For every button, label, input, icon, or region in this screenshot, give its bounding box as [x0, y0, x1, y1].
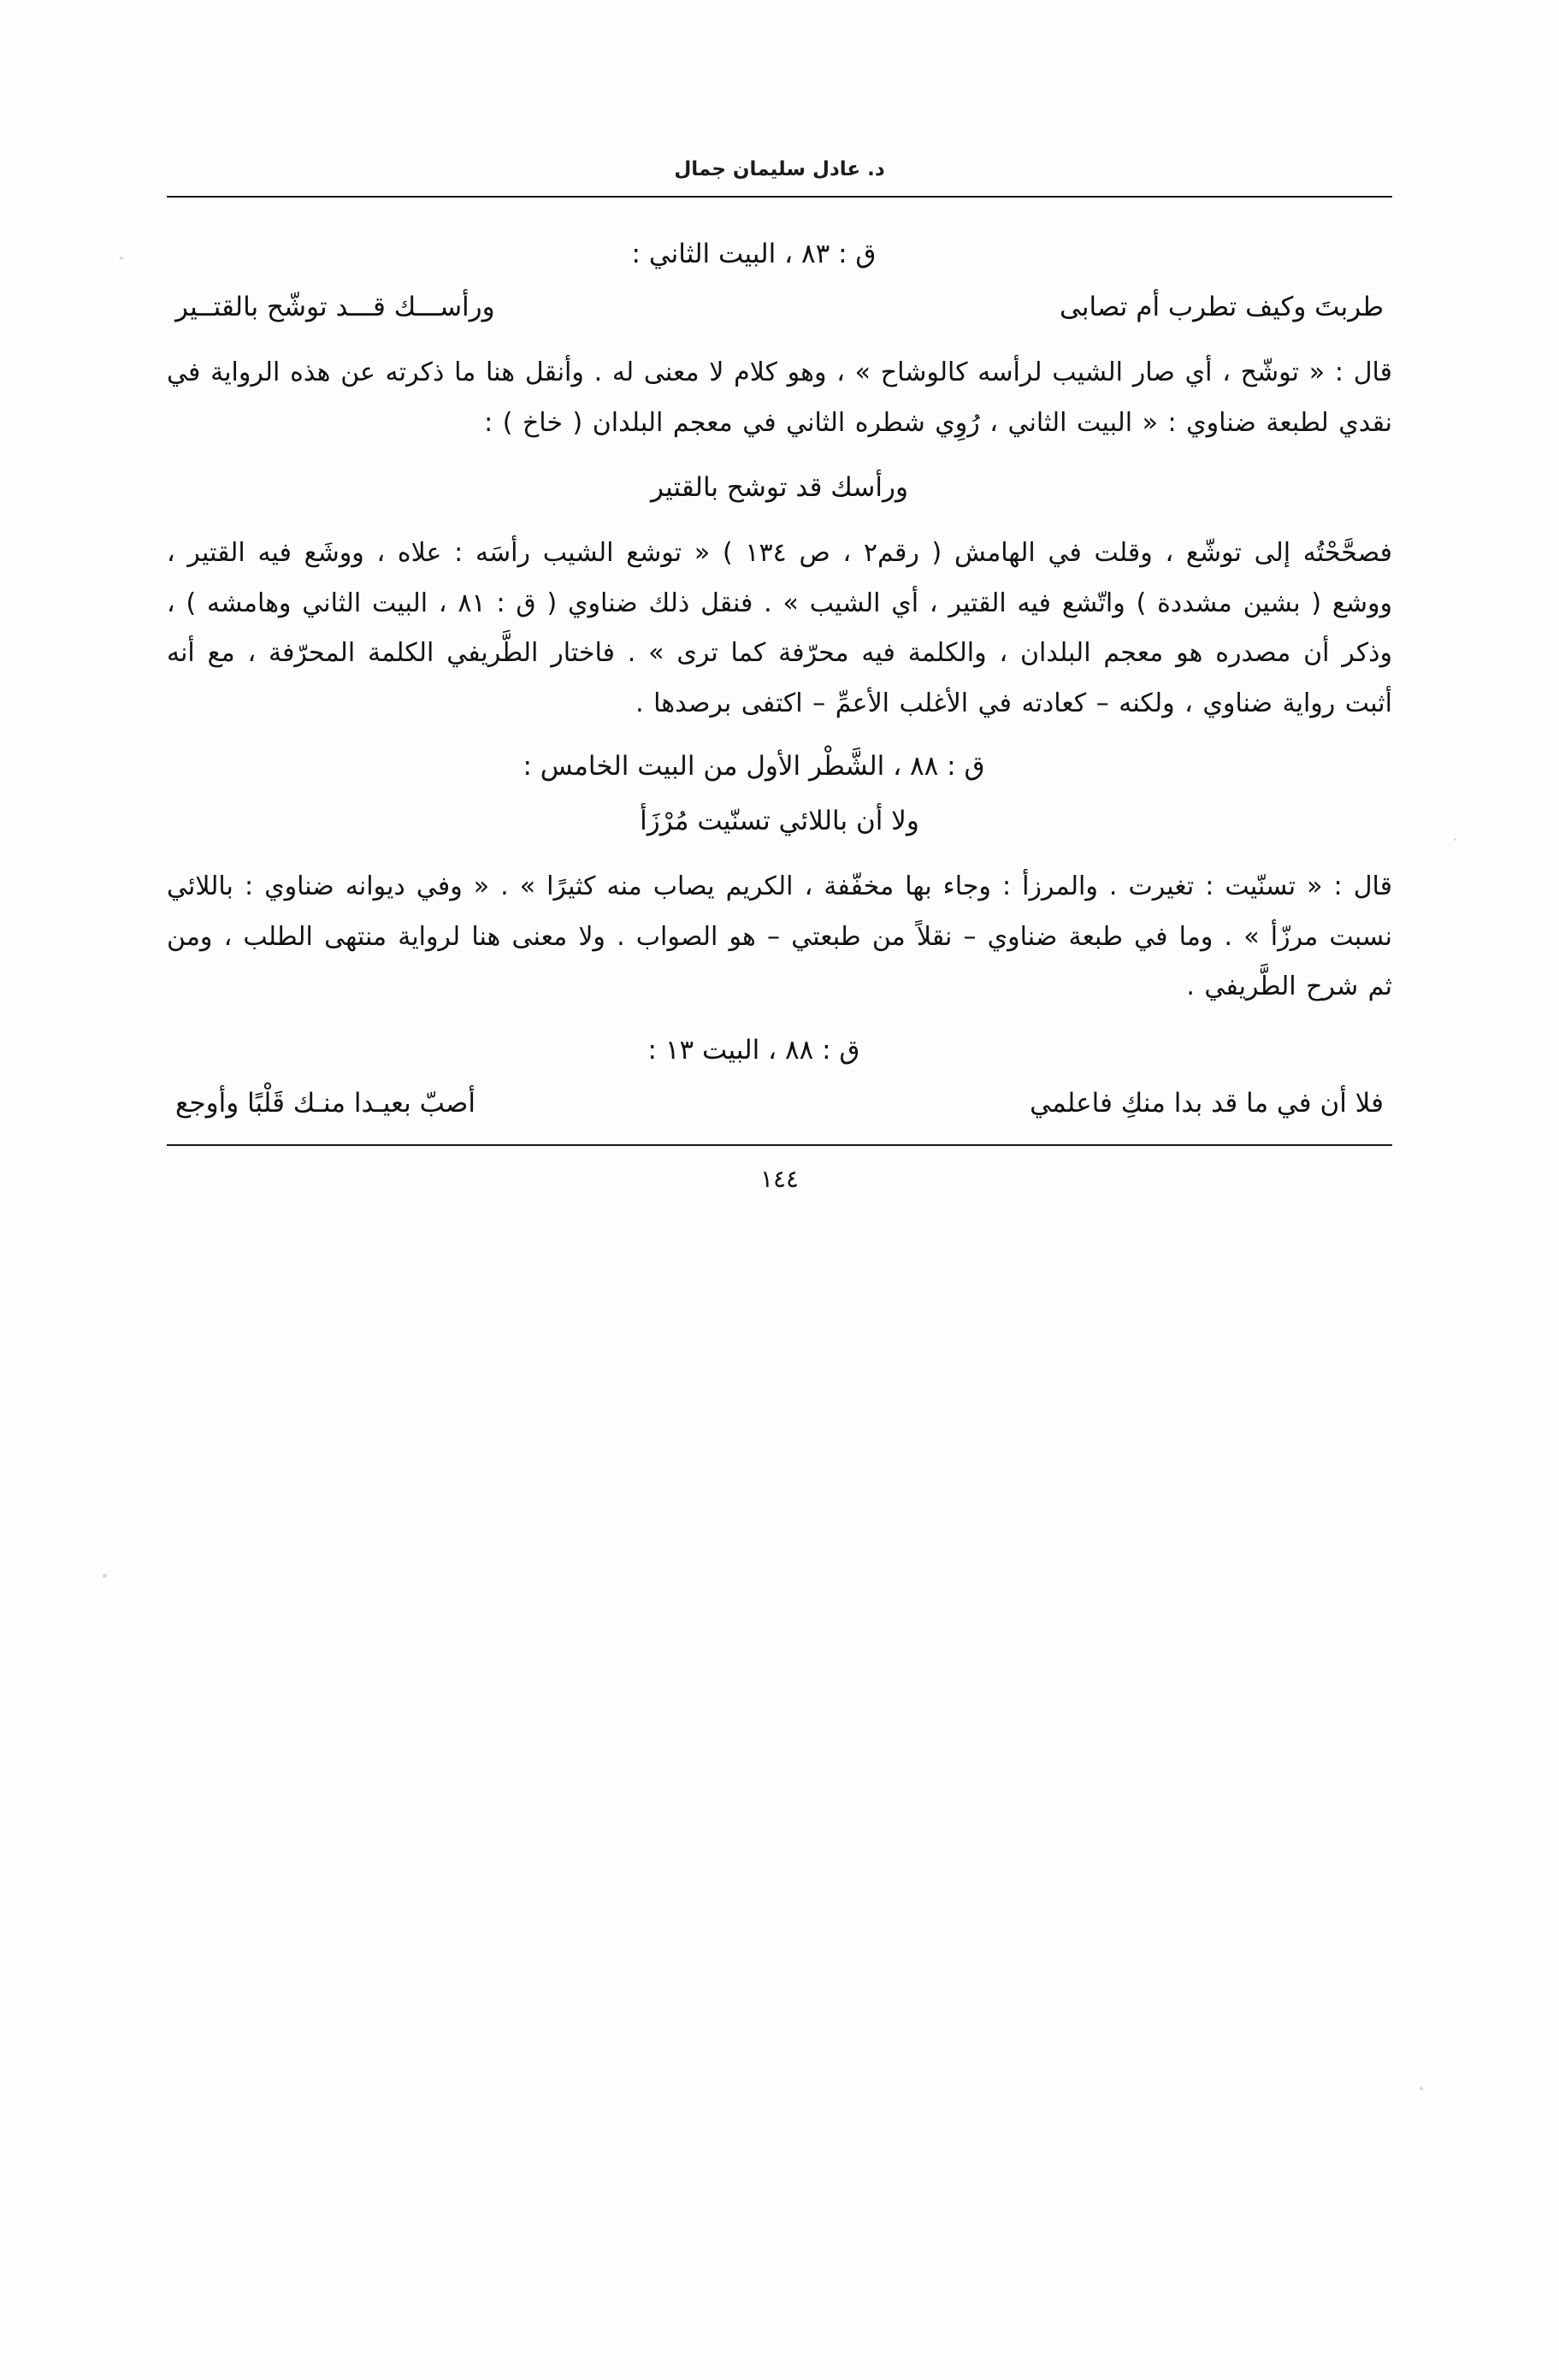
paragraph-1: قال : « توشّح ، أي صار الشيب لرأسه كالوشاح » ، وهو كلام لا معنى له . وأنقل هنا ما ذكرته عن هذه الرواية في نقدي لطبعة ضناوي : « البيت الثاني ، رُوِي شطره الثاني في معجم البلدان ( خاخ ) : [167, 357, 1392, 438]
header-rule [167, 196, 1392, 198]
verse-1-hemistich-1: طربتَ وكيف تطرب أم تصابى [1059, 292, 1384, 322]
reference-line-1: ق : ٨٣ ، البيت الثاني : [631, 239, 877, 269]
paper-speck [120, 257, 123, 260]
reference-line-2: ق : ٨٨ ، الشَّطْر الأول من البيت الخامس : [523, 751, 985, 782]
verse-4-hemistich-1: فلا أن في ما قد بدا منكِ فاعلمي [1030, 1087, 1384, 1119]
footer-rule [167, 1144, 1392, 1146]
paper-speck [1420, 2087, 1423, 2090]
verse-line-2: ورأسك قد توشح بالقتير [651, 472, 908, 503]
reference-line-3: ق : ٨٨ ، البيت ١٣ : [647, 1034, 860, 1066]
paragraph-2: فصحَّحْتُه إلى توشّع ، وقلت في الهامش ( رقم٢ ، ص ١٣٤ ) « توشع الشيب رأسَه : علاه ، ووشَع فيه القتير ، ووشع ( بشين مشددة ) واتّشع فيه القتير ، أي الشيب » . فنقل ذلك ضناوي ( ق : ٨١ ، البيت الثاني وهامشه ) ، وذكر أن مصدره هو معجم البلدان ، والكلمة فيه محرّفة كما ترى » . فاختار الطَّريفي الكلمة المحرّفة ، مع أنه أثبت رواية ضناوي ، ولكنه – كعادته في الأغلب الأعمِّ – اكتفى برصدها . [167, 538, 1393, 718]
paper-speck [1454, 838, 1456, 841]
running-head: د. عادل سليمان جمال [674, 158, 885, 180]
verse-4-hemistich-2: أصبّ بعيـدا منـك قَلْبًا وأوجع [175, 1087, 475, 1119]
verse-line-4 [167, 1088, 1392, 1119]
verse-line-3: ولا أن باللائي تسنّيت مُرْزَأ [640, 806, 919, 836]
verse-1-hemistich-2: ورأســـك قـــد توشّح بالقتــير [175, 292, 495, 322]
paragraph-3: قال : « تسنّيت : تغيرت . والمرزأ : وجاء بها مخفّفة ، الكريم يصاب منه كثيرًا » . « وفي ديوانه ضناوي : باللائي نسبت مرزّأ » . وما في طبعة ضناوي – نقلاً من طبعتي – هو الصواب . ولا معنى هنا لرواية منتهى الطلب ، ومن ثم شرح الطَّريفي . [167, 871, 1392, 1001]
verse-line-1 [167, 292, 1392, 322]
paper-speck [103, 1574, 107, 1578]
page-number: ١٤٤ [759, 1164, 800, 1193]
